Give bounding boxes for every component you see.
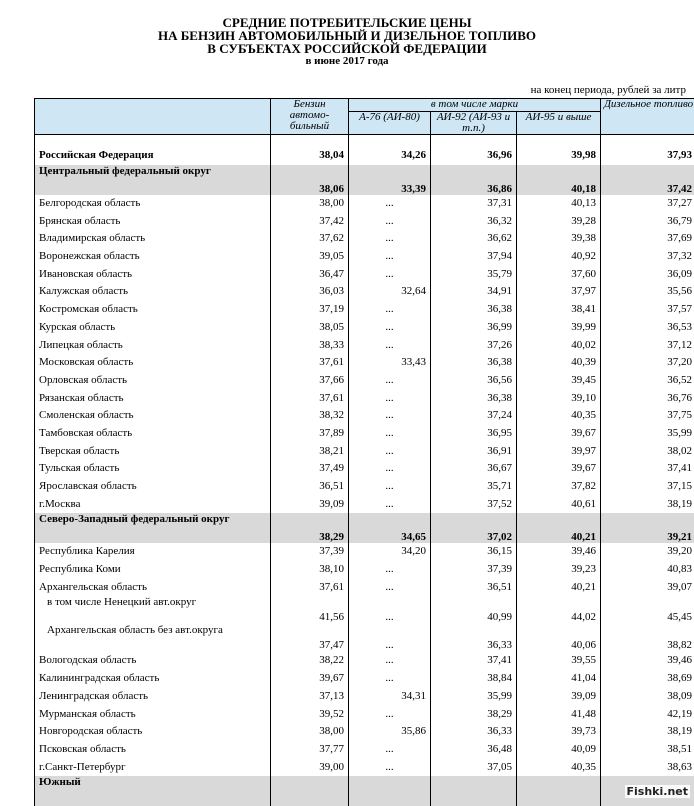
price-cell: 35,99 [601,425,694,443]
price-cell: ... [349,652,431,670]
table-row [35,354,694,372]
price-cell: 36,67 [431,460,517,478]
region-name: Южный [35,776,271,806]
price-cell: 37,66 [271,372,349,390]
price-cell: 37,19 [271,301,349,319]
price-cell: ... [349,407,431,425]
price-cell: 37,12 [601,336,694,354]
price-cell: 44,02 [517,596,601,624]
table-row [35,147,694,165]
price-cell: 40,13 [517,195,601,213]
title-line-2: НА БЕНЗИН АВТОМОБИЛЬНЫЙ И ДИЗЕЛЬНОЕ ТОПЛИВО [0,29,694,42]
price-cell: ... [349,460,431,478]
price-cell: 39,98 [517,147,601,165]
price-cell: 40,99 [431,596,517,624]
table-row [35,230,694,248]
region-name: Калининградская область [35,670,271,688]
price-cell: 40,83 [601,561,694,579]
price-cell: 37,94 [431,248,517,266]
price-cell: 39,99 [517,319,601,337]
region-name: Республика Коми [35,561,271,579]
price-cell: ... [349,741,431,759]
price-cell: 37,61 [271,578,349,596]
price-cell: 34,31 [349,688,431,706]
price-cell: 36,79 [601,212,694,230]
table-row [35,301,694,319]
price-cell [349,776,431,806]
watermark-logo: Fishki.net [625,785,690,798]
price-cell: 37,39 [271,543,349,561]
price-cell: 39,28 [517,212,601,230]
table-row [35,165,694,195]
price-cell: ... [349,425,431,443]
region-name: Тверская область [35,442,271,460]
price-cell: 38,29 [431,705,517,723]
region-name: Мурманская область [35,705,271,723]
price-cell: 40,21 [517,578,601,596]
price-cell: 40,06 [517,624,601,652]
price-cell: 36,51 [271,478,349,496]
table-row [35,543,694,561]
region-name: Липецкая область [35,336,271,354]
price-cell: 36,52 [601,372,694,390]
title-line-3: В СУБЪЕКТАХ РОССИЙСКОЙ ФЕДЕРАЦИИ [0,42,694,55]
header-diesel: Дизельное топливо [601,99,694,135]
region-name: Рязанская область [35,389,271,407]
price-cell: 37,39 [431,561,517,579]
region-name: Тульская область [35,460,271,478]
price-cell: 38,33 [271,336,349,354]
price-cell: 36,38 [431,354,517,372]
price-cell: 39,45 [517,372,601,390]
price-cell: ... [349,301,431,319]
region-name: Архангельская область без авт.округа [35,624,271,652]
price-cell: 35,56 [601,283,694,301]
price-cell: 38,63 [601,758,694,776]
price-cell: ... [349,670,431,688]
price-cell: 38,19 [601,723,694,741]
price-cell: 35,86 [349,723,431,741]
price-cell: 41,56 [271,596,349,624]
price-cell: 38,10 [271,561,349,579]
price-cell: 36,48 [431,741,517,759]
price-cell: 35,71 [431,478,517,496]
title-line-1: СРЕДНИЕ ПОТРЕБИТЕЛЬСКИЕ ЦЕНЫ [0,16,694,29]
price-cell: 36,51 [431,578,517,596]
units-note: на конец периода, рублей за литр [531,84,686,96]
table-row [35,407,694,425]
price-cell: 45,45 [601,596,694,624]
region-name: Центральный федеральный округ [35,165,271,195]
region-name: Ярославская область [35,478,271,496]
table-row [35,652,694,670]
table-row [35,442,694,460]
price-cell: 37,05 [431,758,517,776]
price-cell: 42,19 [601,705,694,723]
table-row [35,319,694,337]
price-cell: 34,26 [349,147,431,165]
region-name: Российская Федерация [35,147,271,165]
price-cell: ... [349,561,431,579]
table-row [35,688,694,706]
price-cell: 40,18 [517,165,601,195]
price-cell: 37,31 [431,195,517,213]
price-cell: ... [349,578,431,596]
price-cell: 37,42 [271,212,349,230]
price-cell: 36,96 [431,147,517,165]
header-ai92: АИ-92 (АИ-93 и т.п.) [431,112,517,135]
price-cell: 36,53 [601,319,694,337]
price-cell: 39,97 [517,442,601,460]
price-cell: 39,67 [271,670,349,688]
price-cell: 36,15 [431,543,517,561]
document-title [0,16,694,68]
price-cell: 38,00 [271,723,349,741]
table-row [35,705,694,723]
price-cell: 39,67 [517,460,601,478]
price-cell: 38,05 [271,319,349,337]
price-cell: 39,52 [271,705,349,723]
price-cell: 33,39 [349,165,431,195]
table-row [35,776,694,806]
price-cell: 38,41 [517,301,601,319]
price-cell: ... [349,389,431,407]
price-cell: 40,35 [517,758,601,776]
price-cell: 36,76 [601,389,694,407]
table-row [35,561,694,579]
table-row [35,670,694,688]
table-row [35,624,694,652]
price-cell: 38,69 [601,670,694,688]
price-cell: ... [349,195,431,213]
price-cell: ... [349,705,431,723]
price-cell: 37,75 [601,407,694,425]
price-cell: 37,69 [601,230,694,248]
price-cell: 37,77 [271,741,349,759]
price-cell: 39,21 [601,513,694,543]
price-cell: 39,07 [601,578,694,596]
price-cell: 38,82 [601,624,694,652]
price-cell: 39,10 [517,389,601,407]
table-row [35,265,694,283]
price-cell: 35,79 [431,265,517,283]
price-cell: 36,38 [431,389,517,407]
price-cell: 36,33 [431,723,517,741]
price-cell: 37,20 [601,354,694,372]
price-cell: 37,62 [271,230,349,248]
price-cell: 37,60 [517,265,601,283]
price-cell: ... [349,442,431,460]
price-cell: 40,61 [517,495,601,513]
price-cell: 40,35 [517,407,601,425]
price-cell: ... [349,230,431,248]
price-cell: 41,48 [517,705,601,723]
region-name: Костромская область [35,301,271,319]
header-ai95: АИ-95 и выше [517,112,601,135]
region-name: Орловская область [35,372,271,390]
region-name: Псковская область [35,741,271,759]
price-cell: ... [349,319,431,337]
region-name: Белгородская область [35,195,271,213]
price-cell: 36,95 [431,425,517,443]
price-cell: 36,86 [431,165,517,195]
table-row [35,578,694,596]
region-name: Смоленская область [35,407,271,425]
price-cell: 36,91 [431,442,517,460]
price-cell: 36,38 [431,301,517,319]
price-cell: 38,29 [271,513,349,543]
price-cell: 37,41 [601,460,694,478]
price-cell: 38,04 [271,147,349,165]
table-row [35,195,694,213]
price-cell: 40,02 [517,336,601,354]
price-cell: 39,05 [271,248,349,266]
price-cell: ... [349,248,431,266]
region-name: Вологодская область [35,652,271,670]
price-cell: 37,52 [431,495,517,513]
price-cell: ... [349,265,431,283]
price-cell: 40,21 [517,513,601,543]
price-cell: 34,65 [349,513,431,543]
price-cell: 39,46 [517,543,601,561]
price-cell: 36,62 [431,230,517,248]
table-row [35,212,694,230]
header-gasoline: Бензин автомо-бильный [271,99,349,135]
header-grades-group: в том числе марки [349,99,601,112]
price-cell: 38,09 [601,688,694,706]
price-cell: 35,99 [431,688,517,706]
price-cell: 40,92 [517,248,601,266]
table-row [35,248,694,266]
table-row [35,336,694,354]
price-cell: ... [349,372,431,390]
price-cell: ... [349,495,431,513]
price-cell: 37,24 [431,407,517,425]
price-cell: 41,04 [517,670,601,688]
price-cell: 36,56 [431,372,517,390]
price-cell: 38,00 [271,195,349,213]
price-cell: 36,99 [431,319,517,337]
price-cell: 37,02 [431,513,517,543]
price-cell: 37,89 [271,425,349,443]
price-cell: 37,57 [601,301,694,319]
price-cell: 37,61 [271,389,349,407]
fuel-price-table [34,98,694,806]
price-cell: 38,22 [271,652,349,670]
region-name: Калужская область [35,283,271,301]
table-body [35,147,694,806]
header-region [35,99,271,135]
price-cell: ... [349,596,431,624]
title-period: в июне 2017 года [0,55,694,68]
price-cell: 37,32 [601,248,694,266]
region-name: Северо-Западный федеральный округ [35,513,271,543]
region-name: Воронежская область [35,248,271,266]
region-name: Ленинградская область [35,688,271,706]
price-cell: 38,21 [271,442,349,460]
price-cell: 37,42 [601,165,694,195]
price-cell: 37,49 [271,460,349,478]
price-cell: 39,00 [271,758,349,776]
table-row [35,478,694,496]
price-cell: 37,13 [271,688,349,706]
price-cell: 38,06 [271,165,349,195]
price-cell: 40,39 [517,354,601,372]
price-cell [271,776,349,806]
price-cell: 37,41 [431,652,517,670]
table-row [35,372,694,390]
price-cell: ... [349,758,431,776]
price-cell: 39,09 [517,688,601,706]
price-cell: 37,97 [517,283,601,301]
table-row [35,425,694,443]
price-cell: 38,19 [601,495,694,513]
price-cell: 34,20 [349,543,431,561]
header-a76: А-76 (АИ-80) [349,112,431,135]
price-cell: 39,23 [517,561,601,579]
price-cell: 37,47 [271,624,349,652]
price-cell: ... [349,212,431,230]
price-cell: 32,64 [349,283,431,301]
table-row [35,460,694,478]
price-cell: 37,93 [601,147,694,165]
region-name: г.Санкт-Петербург [35,758,271,776]
table-row [35,283,694,301]
price-cell: 38,02 [601,442,694,460]
price-cell: 38,84 [431,670,517,688]
price-cell: 39,46 [601,652,694,670]
price-cell: 36,33 [431,624,517,652]
price-cell: 37,61 [271,354,349,372]
price-cell: ... [349,336,431,354]
region-name: Архангельская область [35,578,271,596]
price-cell [431,776,517,806]
price-cell: 37,26 [431,336,517,354]
region-name: Тамбовская область [35,425,271,443]
region-name: Московская область [35,354,271,372]
price-cell: 36,32 [431,212,517,230]
price-cell: 39,55 [517,652,601,670]
table-row [35,513,694,543]
region-name: Ивановская область [35,265,271,283]
region-name: г.Москва [35,495,271,513]
price-cell: 37,15 [601,478,694,496]
price-cell: 37,82 [517,478,601,496]
price-cell: 39,67 [517,425,601,443]
table-row [35,495,694,513]
table-row [35,758,694,776]
price-cell: 40,09 [517,741,601,759]
region-name: Брянская область [35,212,271,230]
table-row [35,596,694,624]
price-cell: 39,73 [517,723,601,741]
price-cell: 34,91 [431,283,517,301]
price-cell: 38,51 [601,741,694,759]
table-row [35,389,694,407]
region-name: в том числе Ненецкий авт.округ [35,596,271,624]
table-row [35,723,694,741]
price-cell: 38,32 [271,407,349,425]
price-cell: 36,47 [271,265,349,283]
table-row [35,741,694,759]
price-cell: ... [349,624,431,652]
price-cell: 36,03 [271,283,349,301]
region-name: Владимирская область [35,230,271,248]
price-cell: 37,27 [601,195,694,213]
region-name: Курская область [35,319,271,337]
price-cell: 39,09 [271,495,349,513]
price-cell: 39,38 [517,230,601,248]
price-cell: 33,43 [349,354,431,372]
price-cell: ... [349,478,431,496]
price-cell: 39,20 [601,543,694,561]
price-cell [517,776,601,806]
price-cell: 36,09 [601,265,694,283]
region-name: Новгородская область [35,723,271,741]
region-name: Республика Карелия [35,543,271,561]
